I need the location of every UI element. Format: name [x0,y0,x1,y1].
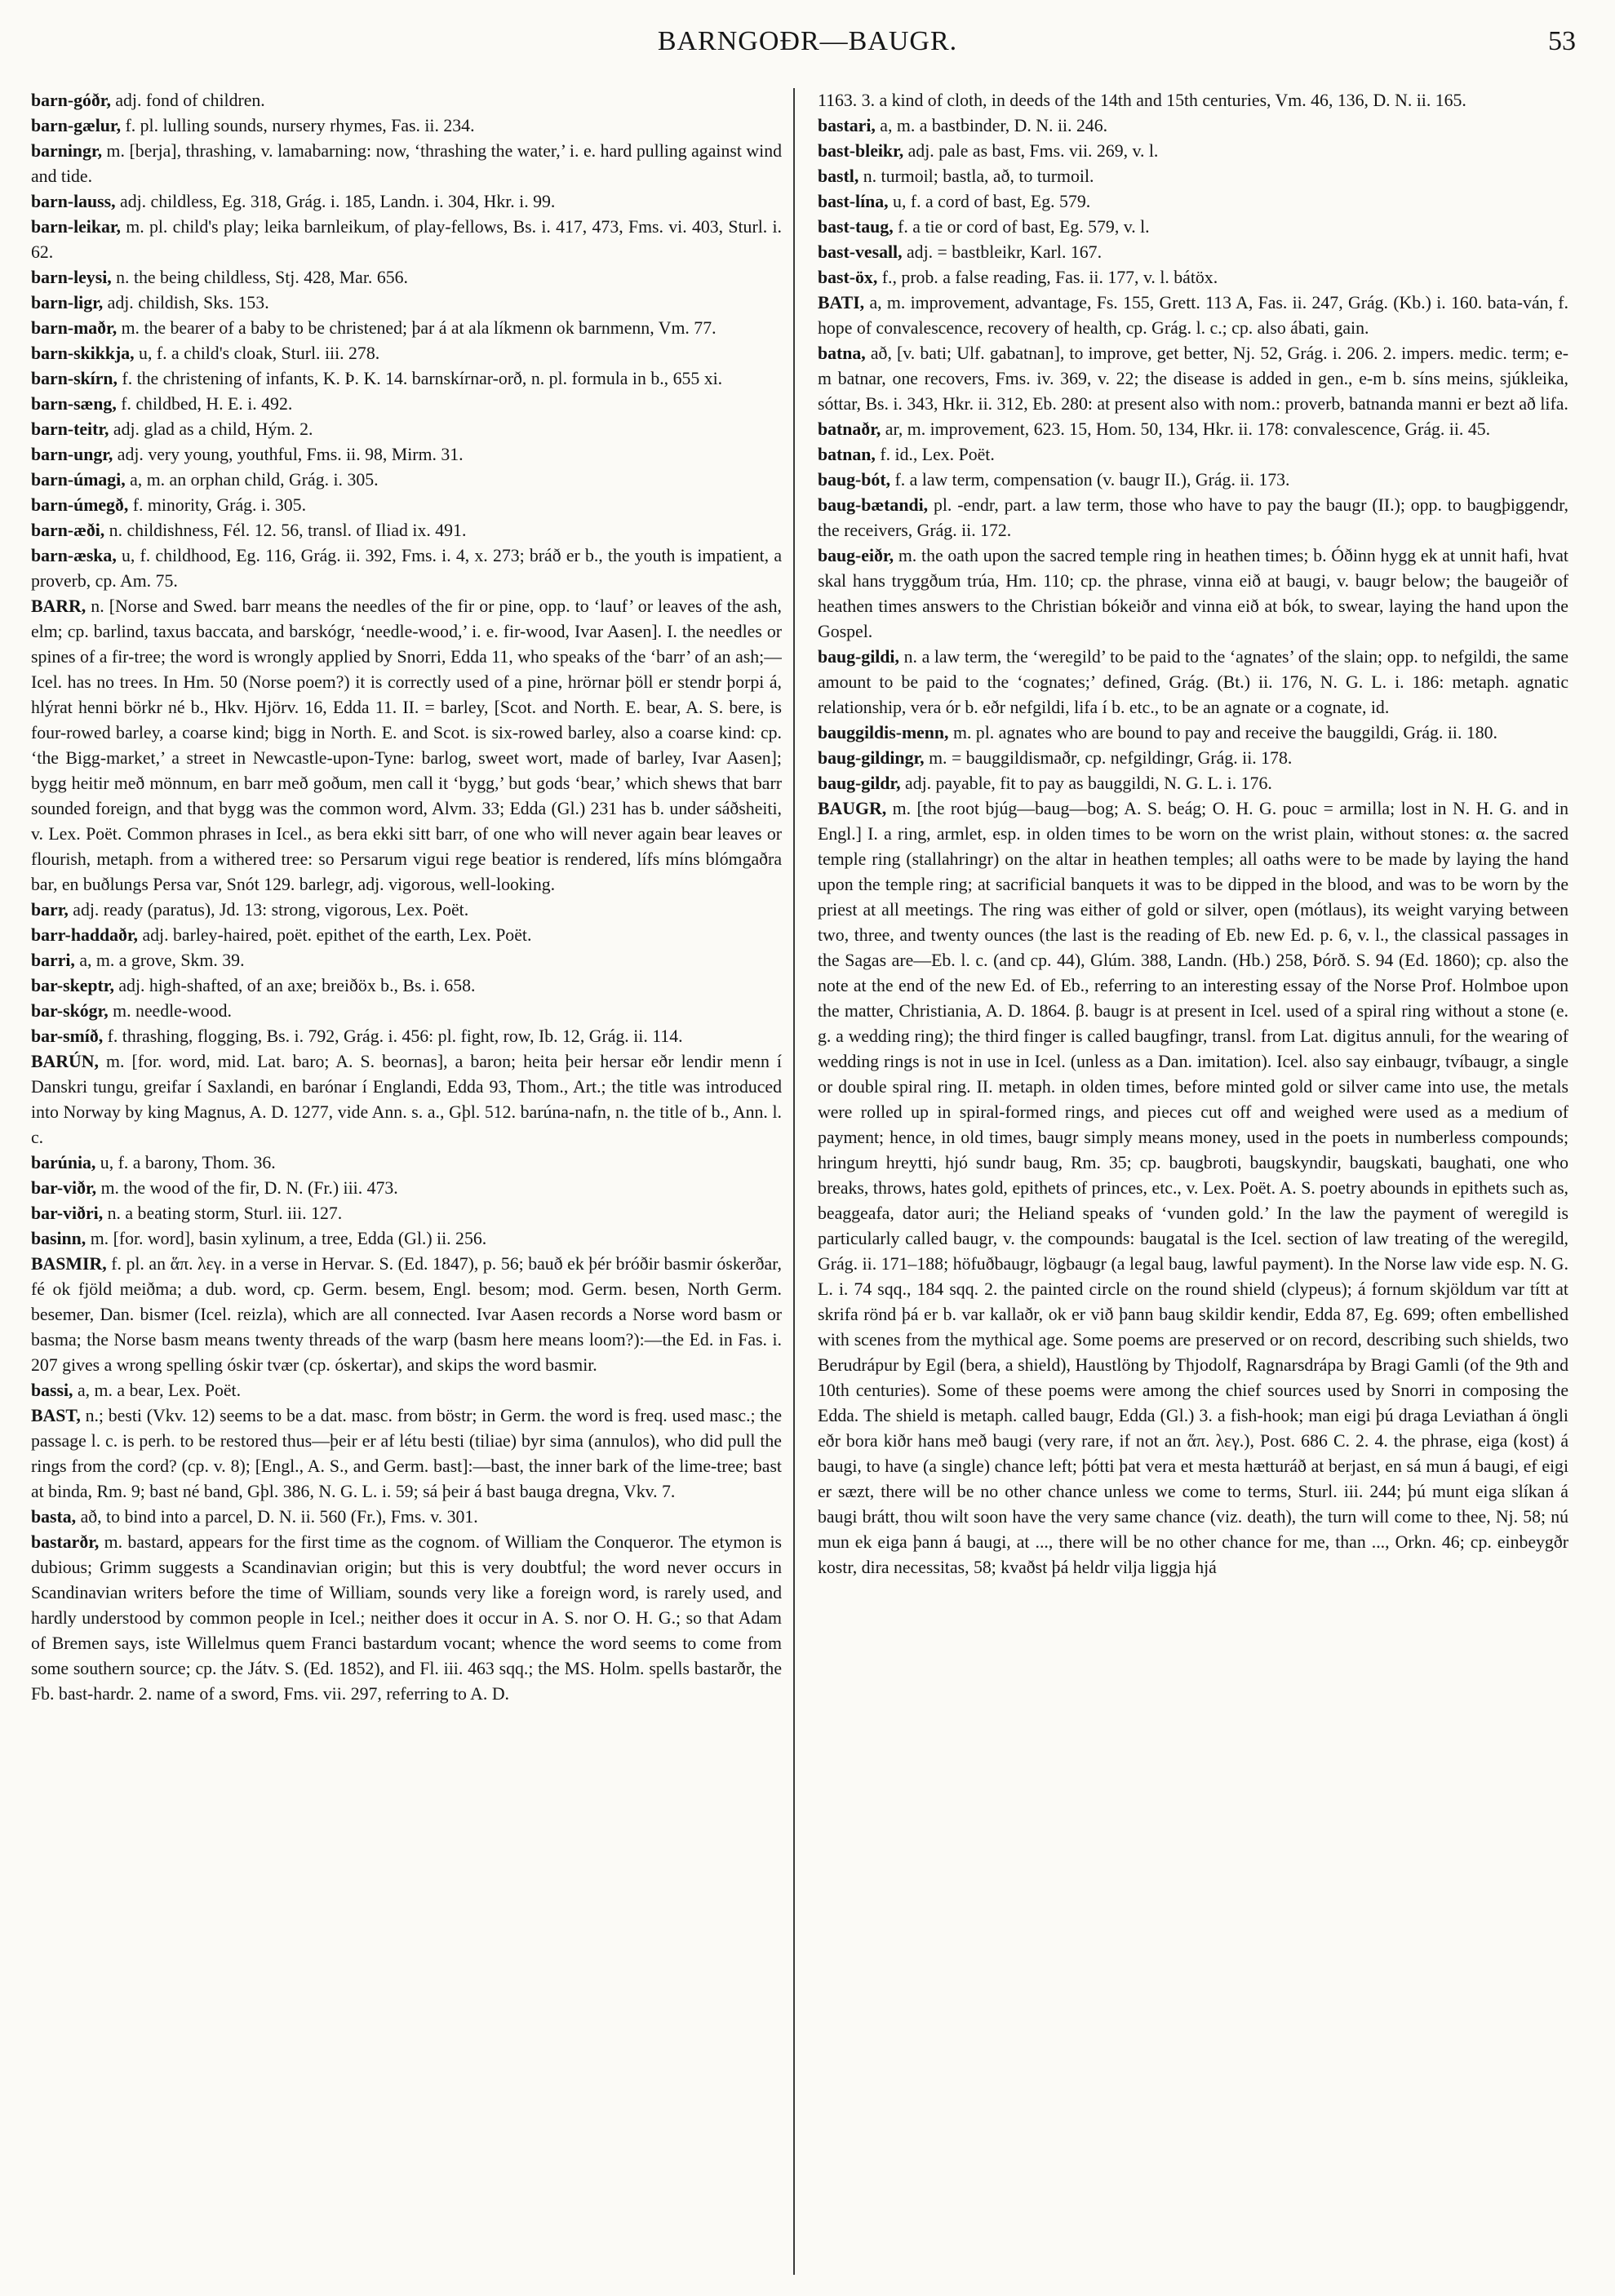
dictionary-entry [818,771,1568,796]
dictionary-entry [31,898,782,923]
dictionary-entry [818,341,1568,417]
dictionary-entry [818,189,1568,215]
dictionary-entry [31,493,782,518]
entry-definition: a, m. improvement, advantage, Fs. 155, Grett. 113 A, Fas. ii. 247, Grág. (Kb.) i. 160. bata-ván, f. hope of convalescence, recovery of health, cp. Grág. l. c.; cp. also ábati, gain. [818,293,1568,338]
entry-headword: bastl, [818,166,859,186]
entry-headword: BAUGR, [818,799,887,818]
dictionary-entry [31,1403,782,1505]
entry-headword: barn-úmagi, [31,470,126,490]
entry-definition: a, m. an orphan child, Grág. i. 305. [125,470,379,490]
dictionary-entry [818,113,1568,139]
entry-headword: batna, [818,344,866,363]
entry-definition: a, m. a grove, Skm. 39. [74,951,245,970]
entry-headword: basta, [31,1507,77,1527]
dictionary-entry [31,290,782,316]
entry-definition: m. [for. word], basin xylinum, a tree, Edda (Gl.) ii. 256. [86,1229,487,1248]
entry-headword: barn-ligr, [31,293,104,312]
dictionary-entry [31,139,782,189]
entry-definition: m. [the root bjúg—baug—bog; A. S. beág; O. H. G. pouc = armilla; lost in N. H. G. and in Engl.] I. a ring, armlet, esp. in olden times to be worn on the wrist plain, without stones: α. the sacred temple ring (stallahringr) on the altar in heathen temples; all oaths were to be made by laying the hand upon the temple ring; at sacrificial banquets it was to be dipped in the blood, and was to be worn by the priest at all meetings. The ring was either of gold or silver, open (mótlaus), its weight varying between two, three, and twenty ounces (the last is the reading of Eb. new Ed. p. 6, v. l., the classical passages in the Sagas are—Eb. l. c. (and cp. 44), Glúm. 388, Landn. (Hb.) 258, Þórð. S. 94 (Ed. 1860); cp. also the note at the end of the new Ed. of Eb., referring to an interesting essay of the Norse Prof. Holmboe upon the matter, Christiania, A. D. 1864. β. baugr is at present in Icel. used of a spiral ring without a stone (e. g. a wedding ring); the third finger is called baugfingr, transl. from Lat. digitus annuli, for the wearing of wedding rings is not in use in Icel. (unless as a Dan. imitation). Icel. also say einbaugr, tvíbaugr, a single or double spiral ring. II. metaph. in olden times, before minted gold or silver came into use, the metals were rolled up in spiral-formed rings, and pieces cut off and weighed were used as a medium of payment; hence, in old times, baugr simply means money, used in the poets in numberless compounds; hringum hreytti, hjó sundr baug, Rm. 35; cp. baugbroti, baugskyndir, baugskati, baughati, one who breaks, throws, hates gold, epithets of princes, etc., v. Lex. Poët. A. S. poetry abounds in epithets such as, beaggeafa, dator auri; the Heliand speaks of ‘vunden gold.’ In the law the payment of weregild is particularly called baugr, v. the compounds: baugatal is the Icel. section of law treating of the weregild, Grág. ii. 171–188; höfuðbaugr, lögbaugr (a legal baug, lawful payment). In the Norse law vide esp. N. G. L. i. 74 sqq., 184 sqq. 2. the painted circle on the round shield (clypeus); á fornum skjöldum var títt at skrifa rönd þá er b. var kallaðr, ok er við þann baug skildir kendir, Edda 87, Eg. 699; often embellished with scenes from the mythical age. Some poems are preserved or on record, describing such shields, two Berudrápur by Egil (bera, a shield), Haustlöng by Thjodolf, Ragnarsdrápa by Bragi Gamli (of the 9th and 10th centuries). Some of these poems were among the chief sources used by Snorri in composing the Edda. The shield is metaph. called baugr, Edda (Gl.) 3. a fish-hook; man eigi þú draga Leviathan á öngli eðr bora kiðr hans með baugi (very rare, if not an ἅπ. λεγ.), Post. 686 C. 2. 4. the phrase, eiga (kost) á baugi, to have (a single) chance left; þótti þat vera et mesta hætturáð at berjast, en sá mun á baugi, ef eigi er sæzt, there will be no other chance unless we come to terms, Sturl. iii. 244; þú munt eiga slíkan á baugi brátt, thou wilt soon have the very same chance (viz. death), the turn will come to thee, Nj. 58; nú mun ek eiga þann á baugi, at ..., there will be no other chance for me, than ..., Orkn. 46; cp. einbeygðr kostr, dira necessitas, 58; kvaðst þá heldr vilja liggja hjá [818,799,1568,1577]
entry-headword: barri, [31,951,75,970]
entry-definition: adj. high-shafted, of an axe; breiðöx b., Bs. i. 658. [113,976,476,995]
entry-definition: ar, m. improvement, 623. 15, Hom. 50, 134, Hkr. ii. 178: convalescence, Grág. ii. 45. [881,419,1491,439]
dictionary-entry [818,442,1568,468]
entry-headword: bar-skeptr, [31,976,114,995]
dictionary-entry [31,215,782,265]
entry-headword: barr, [31,900,69,920]
entry-definition: f. the christening of infants, K. Þ. K. 14. barnskírnar-orð, n. pl. formula in b., 655 xi. [117,369,723,388]
dictionary-entry [818,164,1568,189]
dictionary-entry [818,543,1568,645]
entry-headword: barn-lauss, [31,192,116,211]
entry-headword: bast-öx, [818,268,878,287]
dictionary-entry [818,796,1568,1580]
dictionary-entry [31,594,782,898]
entry-definition: n. the being childless, Stj. 428, Mar. 656. [111,268,408,287]
entry-headword: barn-æði, [31,521,105,540]
entry-headword: BARÚN, [31,1052,99,1071]
dictionary-entry [818,746,1568,771]
entry-headword: basinn, [31,1229,87,1248]
entry-headword: barn-góðr, [31,91,111,110]
entry-definition: f. a tie or cord of bast, Eg. 579, v. l. [893,217,1150,237]
entry-definition: m. = bauggildismaðr, cp. nefgildingr, Grág. ii. 178. [924,748,1293,768]
dictionary-entry [31,468,782,493]
dictionary-entry [818,493,1568,543]
entry-definition: n. [Norse and Swed. barr means the needles of the fir or pine, opp. to ‘lauf’ or leaves of the ash, elm; cp. barlind, taxus baccata, and barskógr, ‘needle-wood,’ i. e. fir-wood, Ivar Aasen]. I. the needles or spines of a fir-tree; the word is wrongly applied by Snorri, Edda 11, who speaks of the ‘barr’ of an ash;—Icel. has no trees. In Hm. 50 (Norse poem?) it is correctly used of a pine, hrörnar þöll er stendr þorpi á, hlýrat henni börkr né b., Hkv. Hjörv. 16, Edda 11. II. = barley, [Scot. and North. E. bear, A. S. bere, is four-rowed barley, a coarse kind; bigg in North. E. and Scot. is six-rowed barley, also a coarse kind: cp. ‘the Bigg-market,’ a street in Newcastle-upon-Tyne: barlog, sweet wort, made of barley, Ivar Aasen]; bygg heitir með mönnum, en barr með goðum, men call it ‘bygg,’ but gods ‘bear,’ which shews that barr sounded foreign, and that bygg was the common word, Alvm. 33; Edda (Gl.) 231 has b. under sáðsheiti, v. Lex. Poët. Common phrases in Icel., as bera ekki sitt barr, of one who will never again bear leaves or flourish, metaph. from a withered tree: so Persarum vigui rege beatior is rendered, lífs míns blómgaðra bar, en buðlungs Persa var, Snót 129. barlegr, adj. vigorous, well-looking. [31,596,782,894]
entry-definition: a, m. a bastbinder, D. N. ii. 246. [875,116,1108,135]
entry-definition: adj. pale as bast, Fms. vii. 269, v. l. [903,141,1159,161]
dictionary-entry [31,518,782,543]
entry-headword: BAST, [31,1406,81,1425]
dictionary-entry [818,265,1568,290]
entry-headword: baug-bót, [818,470,891,490]
entry-headword: barn-úmegð, [31,495,129,515]
entry-headword: baug-gildr, [818,773,901,793]
entry-headword: bassi, [31,1381,73,1400]
entry-definition: m. [for. word, mid. Lat. baro; A. S. beornas], a baron; heita þeir hersar eðr lendir menn í Danskri tungu, greifar í Saxlandi, en barónar í Englandi, Edda 93, Thom., Art.; the title was introduced into Norway by king Magnus, A. D. 1277, vide Ann. s. a., Gþl. 512. barúna-nafn, n. the title of b., Ann. l. c. [31,1052,782,1147]
entry-definition: f. minority, Grág. i. 305. [128,495,307,515]
entry-headword: bast-vesall, [818,242,903,262]
dictionary-entry [818,88,1568,113]
entry-headword: barn-teitr, [31,419,109,439]
entry-definition: adj. very young, youthful, Fms. ii. 98, Mirm. 31. [113,445,464,464]
entry-headword: bast-lína, [818,192,889,211]
running-head: BARNGOÐR—BAUGR. [657,26,958,56]
entry-definition: m. pl. agnates who are bound to pay and receive the bauggildi, Grág. ii. 180. [948,723,1497,742]
entry-definition: u, f. a child's cloak, Sturl. iii. 278. [134,344,380,363]
entry-definition: m. pl. child's play; leika barnleikum, of play-fellows, Bs. i. 417, 473, Fms. vi. 403, Sturl. i. 62. [31,217,782,262]
dictionary-entry [31,1150,782,1176]
dictionary-entry [31,1252,782,1378]
entry-definition: n. a beating storm, Sturl. iii. 127. [103,1203,343,1223]
entry-headword: barningr, [31,141,103,161]
entry-headword: barn-ungr, [31,445,113,464]
dictionary-entry [31,1505,782,1530]
entry-headword: baug-gildingr, [818,748,925,768]
dictionary-entry [818,468,1568,493]
entry-headword: baug-bætandi, [818,495,929,515]
dictionary-entry [31,1226,782,1252]
dictionary-entry [31,923,782,948]
left-column [31,88,782,2283]
entry-definition: m. the wood of the fir, D. N. (Fr.) iii. 473. [96,1178,398,1198]
entry-headword: barn-leysi, [31,268,112,287]
entry-definition: adj. barley-haired, poët. epithet of the earth, Lex. Poët. [138,925,532,945]
entry-definition: að, to bind into a parcel, D. N. ii. 560 (Fr.), Fms. v. 301. [76,1507,478,1527]
dictionary-entry [31,189,782,215]
dictionary-entry [31,442,782,468]
entry-headword: BARR, [31,596,87,616]
entry-headword: barn-æska, [31,546,117,565]
entry-definition: adj. glad as a child, Hým. 2. [109,419,313,439]
entry-definition: f. pl. lulling sounds, nursery rhymes, Fas. ii. 234. [121,116,475,135]
entry-headword: barn-maðr, [31,318,118,338]
entry-headword: batnaðr, [818,419,881,439]
entry-definition: n. childishness, Fél. 12. 56, transl. of Iliad ix. 491. [104,521,467,540]
entry-definition: adj. fond of children. [110,91,265,110]
entry-definition: u, f. a barony, Thom. 36. [95,1153,276,1172]
entry-headword: bar-viðr, [31,1178,97,1198]
entry-headword: bar-smíð, [31,1026,104,1046]
dictionary-entry [31,1176,782,1201]
entry-headword: bast-bleikr, [818,141,904,161]
entry-headword: barn-gælur, [31,116,122,135]
entry-definition: a, m. a bear, Lex. Poët. [73,1381,242,1400]
entry-headword: barúnia, [31,1153,96,1172]
dictionary-entry [818,139,1568,164]
dictionary-entry [31,316,782,341]
entry-definition: adj. childish, Sks. 153. [103,293,269,312]
dictionary-entry [31,1530,782,1707]
page-header [33,20,1582,69]
entry-headword: barn-skikkja, [31,344,135,363]
entry-definition: adj. payable, fit to pay as bauggildi, N. G. L. i. 176. [900,773,1272,793]
entry-definition: f. pl. an ἅπ. λεγ. in a verse in Hervar. S. (Ed. 1847), p. 56; bauð ek þér bróðir basmir óskerðar, fé ok fjöld meiðma; a dub. word, cp. Germ. besem, Engl. besom; mod. Germ. besen, North Germ. besemer, Dan. bismer (Icel. reizla), which are all connected. Ivar Aasen records a Norse word basm or basma; the Norse basm means twenty threads of the warp (basm here means loom?):—the Ed. in Fas. i. 207 gives a wrong spelling óskir tvær (cp. óskertar), and skips the word basmir. [31,1254,782,1375]
entry-headword: bar-viðri, [31,1203,104,1223]
entry-definition: f. id., Lex. Poët. [875,445,995,464]
entry-definition: f. a law term, compensation (v. baugr II.), Grág. ii. 173. [890,470,1290,490]
entry-headword: bar-skógr, [31,1001,109,1021]
dictionary-entry [818,720,1568,746]
dictionary-entry [31,341,782,366]
entry-definition: f. childbed, H. E. i. 492. [116,394,293,414]
entry-definition: að, [v. bati; Ulf. gabatnan], to improve, get better, Nj. 52, Grág. i. 206. 2. impers. medic. term; e-m batnar, one recovers, Fms. iv. 369, v. 22; the disease is added in gen., e-m b. síns meins, sjúkleika, sóttar, Bs. i. 343, Hkr. ii. 312, Eb. 280: at present also with nom.: proverb, batnanda manni er bezt að lifa. [818,344,1568,414]
right-column [818,88,1568,2283]
entry-headword: bastarðr, [31,1532,100,1552]
entry-headword: batnan, [818,445,876,464]
dictionary-entry [31,392,782,417]
dictionary-entry [31,999,782,1024]
entry-definition: m. [berja], thrashing, v. lamabarning: now, ‘thrashing the water,’ i. e. hard pulling against wind and tide. [31,141,782,186]
entry-definition: n.; besti (Vkv. 12) seems to be a dat. masc. from böstr; in Germ. the word is freq. used masc.; the passage l. c. is perh. to be restored thus—þeir er af létu besti (tiliae) byr sima (annulos), who did pull the rings from the cord? (cp. v. 8); [Engl., A. S., and Germ. bast]:—bast, the inner bark of the lime-tree; bast at binda, Rm. 9; bast né band, Gþl. 386, N. G. L. i. 59; sá þeir á bast bauga dregna, Vkv. 7. [31,1406,782,1501]
dictionary-entry [31,1378,782,1403]
dictionary-entry [818,215,1568,240]
entry-definition: u, f. childhood, Eg. 116, Grág. ii. 392, Fms. i. 4, x. 273; bráð er b., the youth is impatient, a proverb, cp. Am. 75. [31,546,782,591]
dictionary-entry [31,1024,782,1049]
page-number: 53 [1548,26,1576,56]
entry-headword: bauggildis-menn, [818,723,949,742]
dictionary-entry [818,240,1568,265]
dictionary-entry [31,417,782,442]
entry-definition: adj. childless, Eg. 318, Grág. i. 185, Landn. i. 304, Hkr. i. 99. [115,192,556,211]
entry-definition: f., prob. a false reading, Fas. ii. 177, v. l. bátöx. [877,268,1218,287]
dictionary-entry [818,290,1568,341]
entry-definition: 1163. 3. a kind of cloth, in deeds of the 14th and 15th centuries, Vm. 46, 136, D. N. ii. 165. [818,91,1466,110]
entry-headword: barn-sæng, [31,394,117,414]
entry-headword: baug-eiðr, [818,546,894,565]
entry-headword: BASMIR, [31,1254,107,1274]
entry-headword: BATI, [818,293,865,312]
entry-headword: barr-haddaðr, [31,925,139,945]
column-divider [793,88,795,2275]
entry-headword: baug-gildi, [818,647,899,667]
dictionary-entry [818,417,1568,442]
dictionary-entry [31,973,782,999]
dictionary-entry [818,645,1568,720]
dictionary-entry [31,543,782,594]
entry-headword: bast-taug, [818,217,894,237]
entry-definition: f. thrashing, flogging, Bs. i. 792, Grág. i. 456: pl. fight, row, Ib. 12, Grág. ii. 114. [103,1026,683,1046]
entry-headword: barn-leikar, [31,217,122,237]
entry-headword: barn-skírn, [31,369,118,388]
dictionary-entry [31,88,782,113]
entry-definition: adj. ready (paratus), Jd. 13: strong, vigorous, Lex. Poët. [68,900,469,920]
dictionary-entry [31,113,782,139]
entry-definition: m. bastard, appears for the first time as the cognom. of William the Conqueror. The etymon is dubious; Grimm suggests a Scandinavian origin; but this is very doubtful; the word never occurs in Scandinavian writers before the time of William, sounds very like a foreign word, is rarely used, and hardly understood by common people in Icel.; neither does it occur in A. S. nor O. H. G.; so that Adam of Bremen says, iste Willelmus quem Franci bastardum vocant; whence the word seems to come from some southern source; cp. the Játv. S. (Ed. 1852), and Fl. iii. 463 sqq.; the MS. Holm. spells bastarðr, the Fb. bast-hardr. 2. name of a sword, Fms. vii. 297, referring to A. D. [31,1532,782,1704]
dictionary-entry [31,1201,782,1226]
dictionary-entry [31,1049,782,1150]
entry-definition: m. the bearer of a baby to be christened; þar á at ala líkmenn ok barnmenn, Vm. 77. [117,318,717,338]
entry-definition: m. the oath upon the sacred temple ring in heathen times; b. Óðinn hygg ek at unnit hafi, hvat skal hans tryggðum trúa, Hm. 110; cp. the phrase, vinna eið at baugi, v. baugr below; the baugeiðr of heathen times answers to the Christian bókeiðr and vinna eið at bók, to swear, laying the hand upon the Gospel. [818,546,1568,641]
entry-definition: u, f. a cord of bast, Eg. 579. [888,192,1091,211]
dictionary-entry [31,366,782,392]
entry-definition: n. turmoil; bastla, að, to turmoil. [859,166,1094,186]
dictionary-entry [31,265,782,290]
entry-definition: pl. -endr, part. a law term, those who have to pay the baugr (II.); opp. to baugþiggendr, the receivers, Grág. ii. 172. [818,495,1568,540]
entry-definition: n. a law term, the ‘weregild’ to be paid to the ‘agnates’ of the slain; opp. to nefgildi, the same amount to be paid to the ‘cognates;’ defined, Grág. (Bt.) ii. 176, N. G. L. i. 186: metaph. agnatic relationship, vera ór b. eðr nefgildi, lifa í b. etc., to be an agnate or a cognate, id. [818,647,1568,717]
entry-definition: m. needle-wood. [108,1001,232,1021]
dictionary-entry [31,948,782,973]
entry-definition: adj. = bastbleikr, Karl. 167. [902,242,1103,262]
entry-headword: bastari, [818,116,876,135]
